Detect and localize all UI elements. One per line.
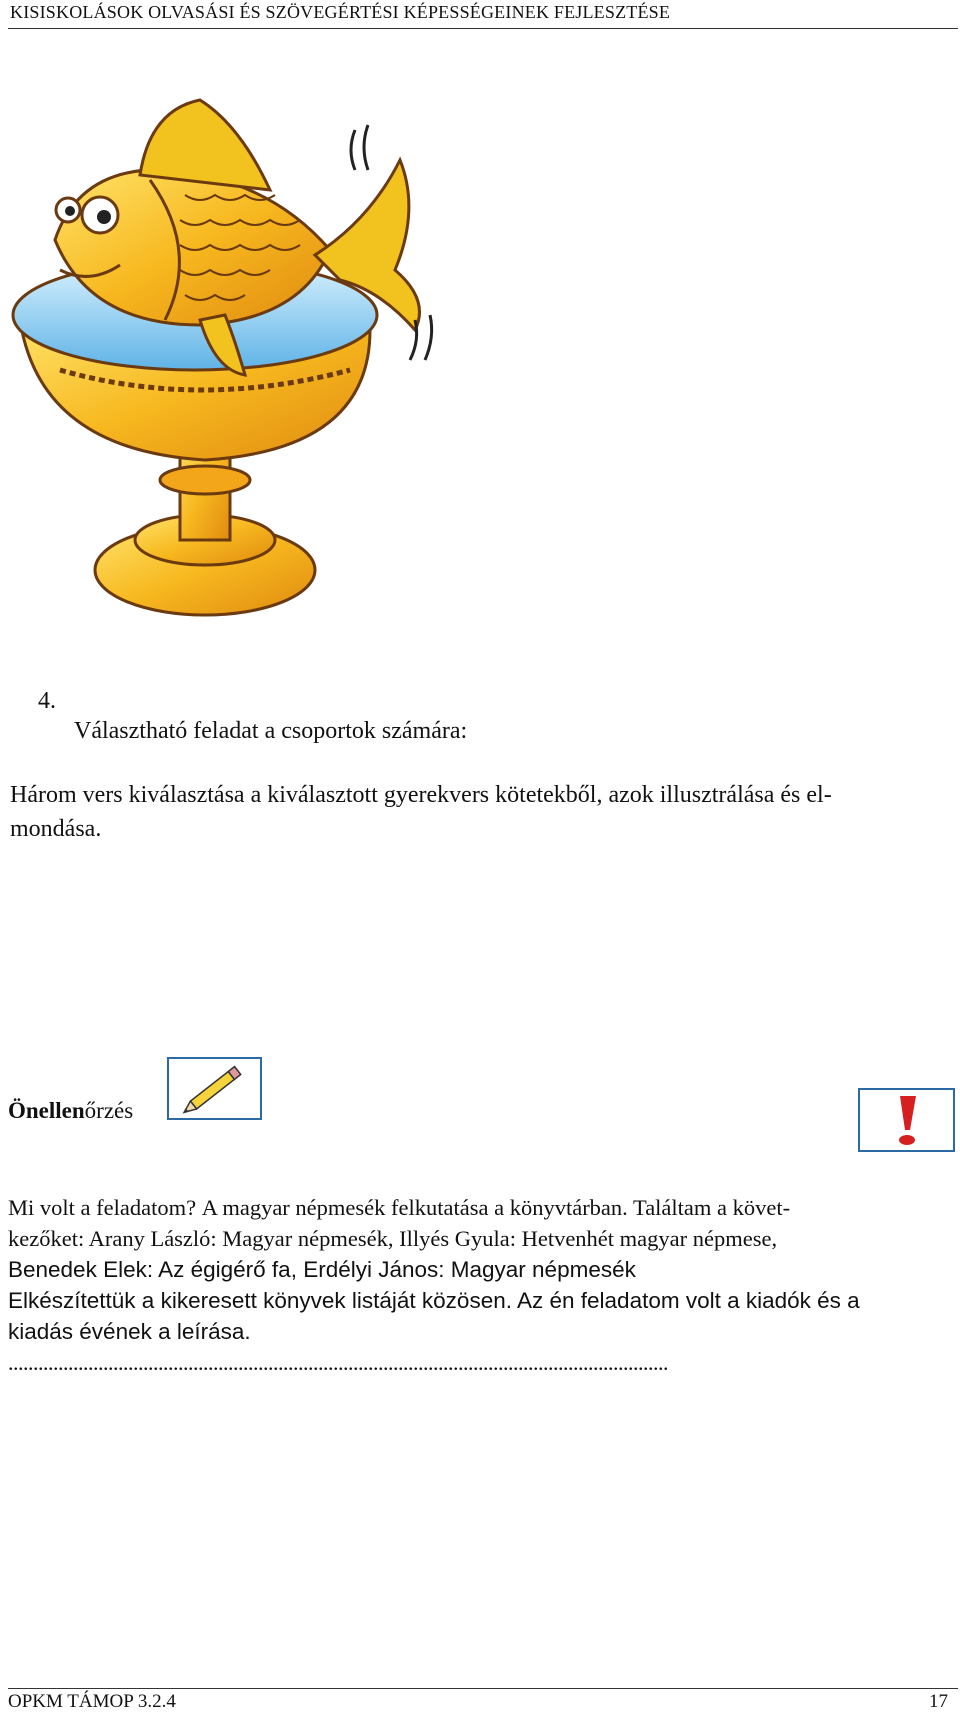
pencil-icon-box [167, 1057, 262, 1120]
exclamation-icon [860, 1090, 953, 1150]
pencil-icon [169, 1059, 260, 1118]
task-text [10, 778, 930, 846]
self-check-title-bold: Önellen [8, 1098, 85, 1123]
self-check-title-rest: őrzés [84, 1098, 134, 1123]
task-number: 4. [38, 688, 56, 714]
page-header: KISISKOLÁSOK OLVASÁSI ÉS SZÖVEGÉRTÉSI KÉPESSÉGEINEK FEJLESZTÉSE [10, 2, 671, 22]
dotted-line: .................................................................................................................................... [8, 1350, 668, 1375]
answer-line: Elkészítettük a kikeresett könyvek listáját közösen. Az én feladatom volt a kiadók és a [8, 1288, 860, 1313]
self-check-title [8, 1098, 133, 1124]
question: Mi volt a feladatom? [8, 1195, 197, 1220]
answer-line: Benedek Elek: Az égigérő fa, Erdélyi János: Magyar népmesék [8, 1257, 636, 1282]
exclamation-icon-box [858, 1088, 955, 1152]
answer-line: kiadás évének a leírása. [8, 1319, 251, 1344]
page-number: 17 [929, 1691, 948, 1712]
task-text-line: mondása. [10, 816, 102, 842]
task-text-line: Három vers kiválasztása a kiválasztott gyerekvers kötetekből, azok illusztrálása és el- [10, 782, 832, 808]
answer-text [8, 1192, 952, 1347]
footer-left: OPKM TÁMOP 3.2.4 [8, 1691, 176, 1712]
answer-line: A magyar népmesék felkutatása a könyvtárban. Találtam a követ- [201, 1195, 791, 1220]
task-title: Választható feladat a csoportok számára: [74, 718, 468, 744]
header-rule [8, 28, 958, 29]
answer-line: kezőket: Arany László: Magyar népmesék, Illyés Gyula: Hetvenhét magyar népmese, [8, 1226, 778, 1251]
footer-rule [8, 1688, 958, 1689]
fish-in-bowl-illustration [0, 70, 480, 630]
